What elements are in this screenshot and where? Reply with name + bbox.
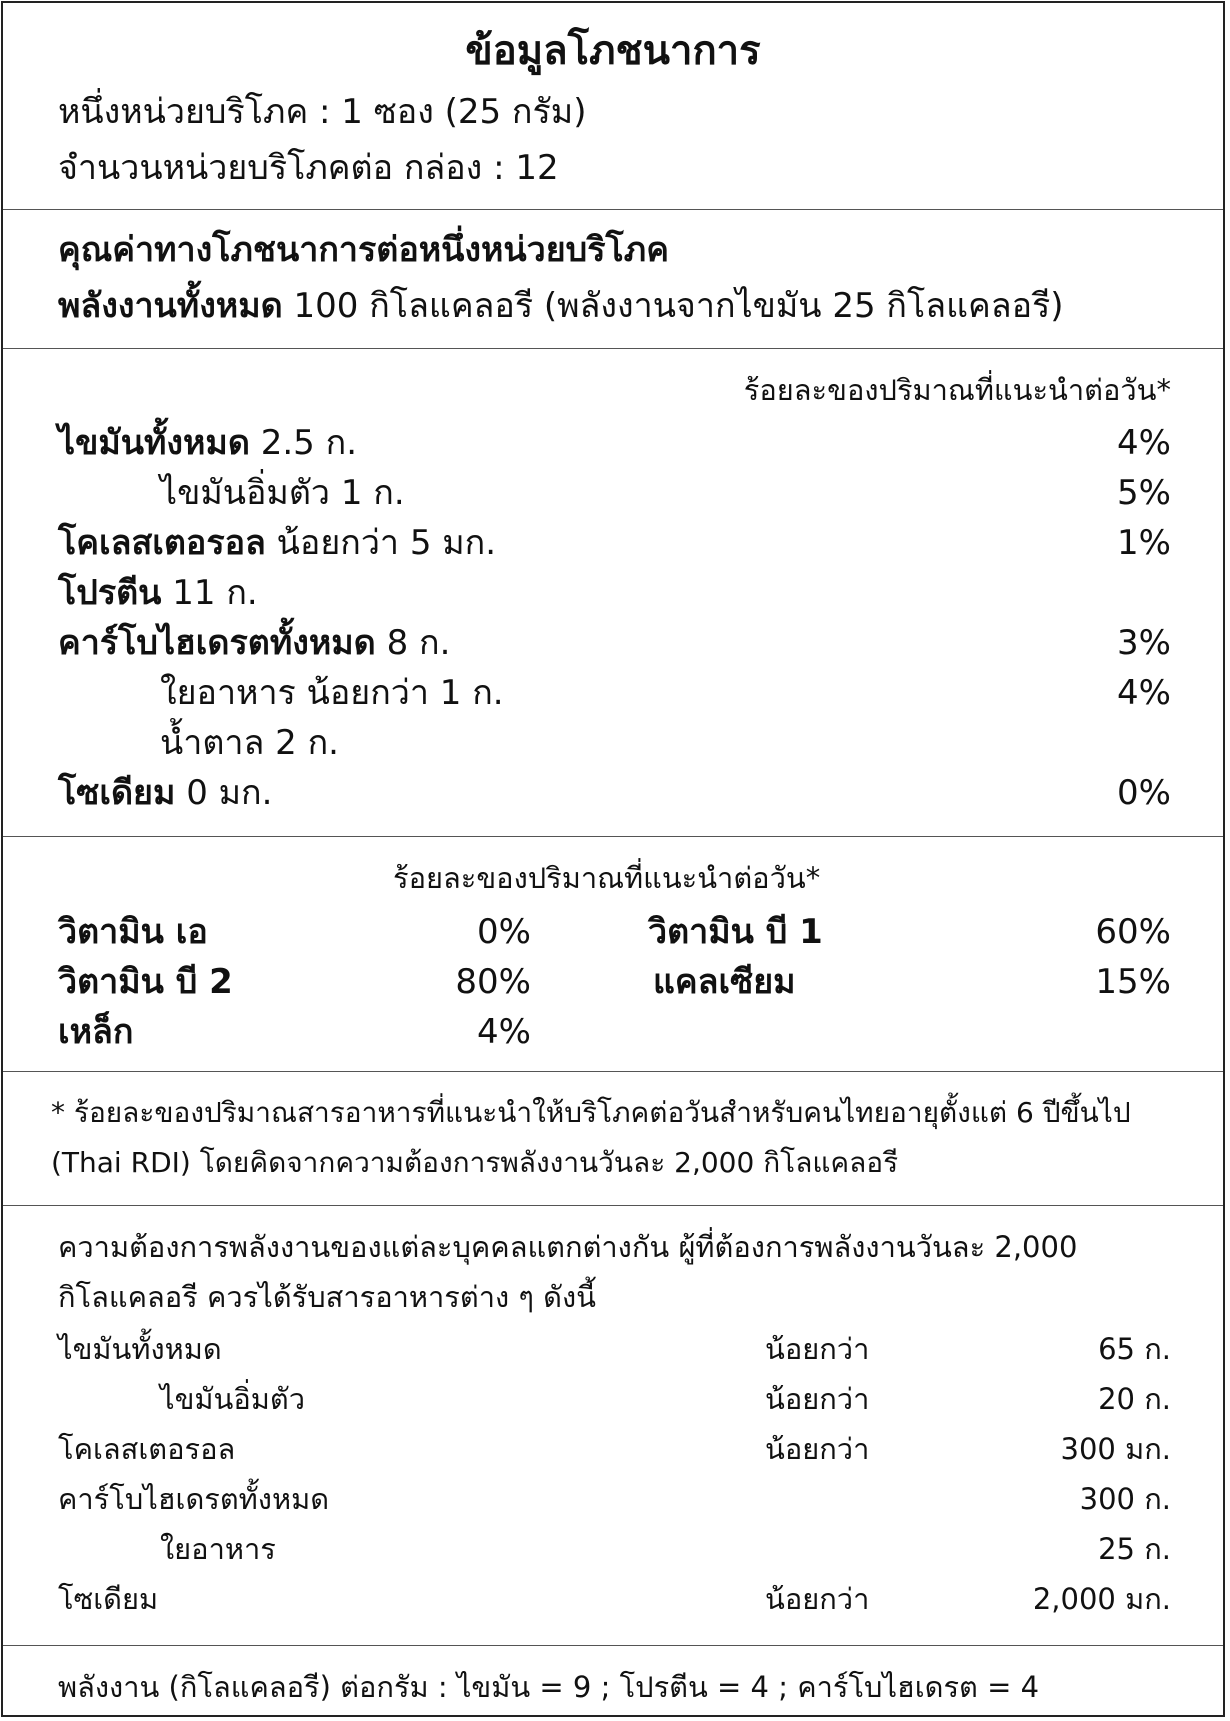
requirement-qualifier: น้อยกว่า [765, 1432, 870, 1466]
requirement-value: 65 ก. [1098, 1332, 1171, 1366]
nutrient-label: โซเดียม [58, 773, 176, 813]
requirement-value: 20 ก. [1098, 1382, 1171, 1416]
nutrient-amount: 0 มก. [186, 773, 273, 813]
nutrient-amount: 1 ก. [340, 473, 405, 513]
nutrient-row [58, 623, 451, 663]
nutrient-label: โปรตีน [58, 573, 162, 613]
requirement-value: 300 มก. [1060, 1432, 1171, 1466]
energy-heading: คุณค่าทางโภชนาการต่อหนึ่งหน่วยบริโภค [58, 230, 669, 270]
divider [3, 1205, 1223, 1206]
vitamin-label: วิตามิน บี 1 [648, 912, 823, 952]
nutrient-row [58, 773, 273, 813]
rdi-header: ร้อยละของปริมาณที่แนะนำต่อวัน* [743, 373, 1171, 407]
nutrient-percent: 4% [1117, 423, 1171, 463]
vitamin-rdi-header: ร้อยละของปริมาณที่แนะนำต่อวัน* [393, 861, 821, 895]
nutrient-label: ไขมันอิ่มตัว [160, 473, 330, 513]
energy-total-value: 100 กิโลแคลอรี (พลังงานจากไขมัน 25 กิโลแคลอรี) [293, 286, 1064, 326]
vitamin-percent: 0% [477, 912, 531, 952]
nutrient-row [58, 523, 497, 563]
nutrient-percent: 5% [1117, 473, 1171, 513]
nutrient-label: น้ำตาล [160, 723, 265, 763]
nutrient-row [160, 723, 339, 763]
nutrient-percent: 0% [1117, 773, 1171, 813]
requirements-intro: ความต้องการพลังงานของแต่ละบุคคลแตกต่างกัน ผู้ที่ต้องการพลังงานวันละ 2,000 [58, 1230, 1078, 1264]
nutrient-label: โคเลสเตอรอล [58, 523, 266, 563]
nutrient-label: คาร์โบไฮเดรตทั้งหมด [58, 623, 376, 663]
requirement-label: ไขมันอิ่มตัว [160, 1382, 305, 1416]
requirement-qualifier: น้อยกว่า [765, 1382, 870, 1416]
nutrient-row [160, 673, 504, 713]
requirement-qualifier: น้อยกว่า [765, 1582, 870, 1616]
footnote-line: * ร้อยละของปริมาณสารอาหารที่แนะนำให้บริโภคต่อวันสำหรับคนไทยอายุตั้งแต่ 6 ปีขึ้นไป [51, 1096, 1131, 1129]
nutrient-percent: 4% [1117, 673, 1171, 713]
energy-total [58, 286, 1064, 326]
divider [3, 1071, 1223, 1072]
nutrient-amount: น้อยกว่า 1 ก. [306, 673, 504, 713]
vitamin-label: วิตามิน เอ [58, 912, 208, 952]
nutrient-row [58, 573, 258, 613]
vitamin-label: เหล็ก [58, 1012, 134, 1052]
nutrient-percent: 3% [1117, 623, 1171, 663]
energy-total-label: พลังงานทั้งหมด [58, 286, 283, 326]
requirement-label: ใยอาหาร [160, 1532, 276, 1566]
requirements-intro: กิโลแคลอรี ควรได้รับสารอาหารต่าง ๆ ดังนี้ [58, 1280, 596, 1314]
nutrient-percent: 1% [1117, 523, 1171, 563]
vitamin-percent: 15% [1095, 962, 1171, 1002]
requirement-value: 300 ก. [1079, 1482, 1171, 1516]
serving-size: หนึ่งหน่วยบริโภค : 1 ซอง (25 กรัม) [58, 92, 587, 132]
divider [3, 836, 1223, 837]
nutrient-amount: 11 ก. [172, 573, 258, 613]
divider [3, 1645, 1223, 1646]
requirement-label: ไขมันทั้งหมด [58, 1332, 222, 1366]
requirement-label: โคเลสเตอรอล [58, 1432, 236, 1466]
requirement-label: โซเดียม [58, 1582, 159, 1616]
requirement-value: 25 ก. [1098, 1532, 1171, 1566]
footnote-line: (Thai RDI) โดยคิดจากความต้องการพลังงานวันละ 2,000 กิโลแคลอรี [51, 1146, 899, 1179]
requirement-qualifier: น้อยกว่า [765, 1332, 870, 1366]
vitamin-percent: 4% [477, 1012, 531, 1052]
vitamin-percent: 60% [1095, 912, 1171, 952]
vitamin-label: แคลเซียม [653, 962, 796, 1002]
energy-per-gram: พลังงาน (กิโลแคลอรี) ต่อกรัม : ไขมัน = 9 ; โปรตีน = 4 ; คาร์โบไฮเดรต = 4 [58, 1670, 1040, 1704]
nutrient-label: ไขมันทั้งหมด [58, 423, 250, 463]
nutrient-row [160, 473, 405, 513]
requirement-label: คาร์โบไฮเดรตทั้งหมด [58, 1482, 330, 1516]
nutrient-amount: น้อยกว่า 5 มก. [276, 523, 497, 563]
requirement-value: 2,000 มก. [1032, 1582, 1171, 1616]
divider [3, 209, 1223, 210]
vitamin-percent: 80% [455, 962, 531, 1002]
nutrient-label: ใยอาหาร [160, 673, 296, 713]
nutrient-amount: 2.5 ก. [260, 423, 358, 463]
servings-per-box: จำนวนหน่วยบริโภคต่อ กล่อง : 12 [58, 148, 559, 188]
divider [3, 348, 1223, 349]
nutrient-row [58, 423, 358, 463]
vitamin-label: วิตามิน บี 2 [58, 962, 233, 1002]
nutrition-label [1, 1, 1225, 1717]
label-title: ข้อมูลโภชนาการ [465, 28, 761, 74]
nutrient-amount: 8 ก. [386, 623, 451, 663]
nutrient-amount: 2 ก. [275, 723, 339, 763]
